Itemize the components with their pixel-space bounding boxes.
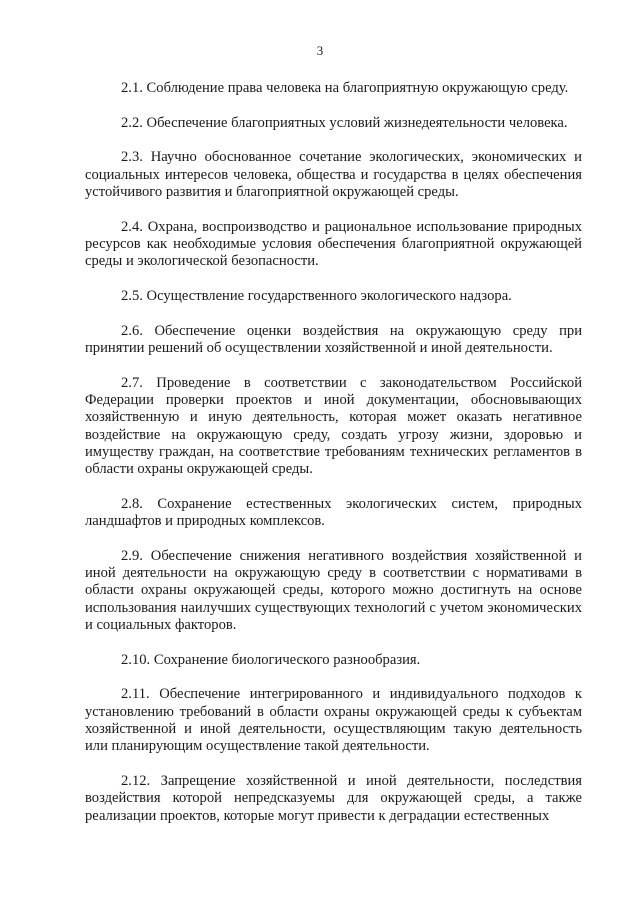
paragraph-2-5: 2.5. Осуществление государственного экологического надзора. [121,287,512,304]
document-body [85,80,582,842]
page-number: 3 [316,43,324,58]
paragraph-2-2: 2.2. Обеспечение благоприятных условий жизнедеятельности человека. [121,114,568,131]
paragraph-2-9: 2.9. Обеспечение снижения негативного воздействия хозяйственной и иной деятельности на окружающую среду в соответствии с нормативами в области охраны окружающей среды, которого можно достигнуть на основе использования наилучших существующих технологий с учетом экономических и социальных факторов. [85,547,582,633]
paragraph-2-10: 2.10. Сохранение биологического разнообразия. [121,651,421,668]
paragraph-2-12: 2.12. Запрещение хозяйственной и иной деятельности, последствия воздействия которой непредсказуемы для окружающей среды, а также реализации проектов, которые могут привести к деградации естественных [85,772,582,824]
paragraph-2-7: 2.7. Проведение в соответствии с законодательством Российской Федерации проверки проектов и иной документации, обосновывающих хозяйственную и иную деятельность, которая может оказать негативное воздействие на окружающую среду, создать угрозу жизни, здоровью и имуществу граждан, на соответствие требованиям технических регламентов в области охраны окружающей среды. [85,374,582,478]
paragraph-2-3: 2.3. Научно обоснованное сочетание экологических, экономических и социальных интересов человека, общества и государства в целях обеспечения устойчивого развития и благоприятной окружающей среды. [85,149,582,200]
paragraph-2-6: 2.6. Обеспечение оценки воздействия на окружающую среду при принятии решений об осуществлении хозяйственной и иной деятельности. [85,322,582,356]
paragraph-2-11: 2.11. Обеспечение интегрированного и индивидуального подходов к установлению требований в области охраны окружающей среды к субъектам хозяйственной и иной деятельности, осуществляющим такую деятельность или планирующим осуществление такой деятельности. [85,686,582,755]
paragraph-2-4: 2.4. Охрана, воспроизводство и рациональное использование природных ресурсов как необходимые условия обеспечения благоприятной окружающей среды и экологической безопасности. [85,218,582,270]
paragraph-2-8: 2.8. Сохранение естественных экологических систем, природных ландшафтов и природных комплексов. [85,495,582,530]
paragraph-2-1: 2.1. Соблюдение права человека на благоприятную окружающую среду. [121,80,569,96]
